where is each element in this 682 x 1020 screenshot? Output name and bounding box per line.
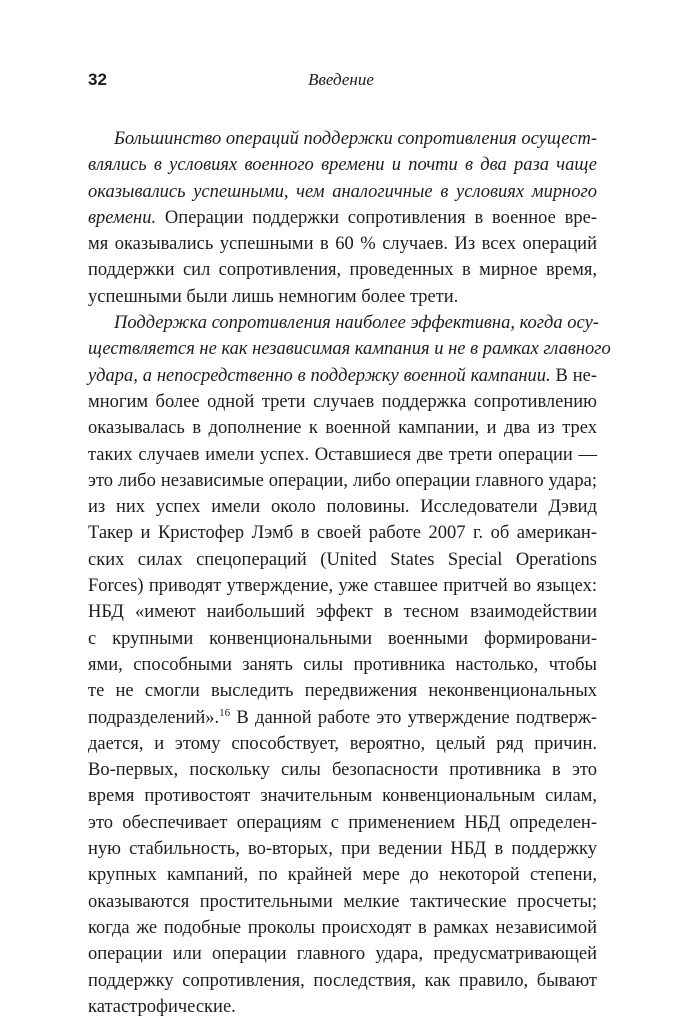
text-line bbox=[88, 810, 597, 836]
text-line bbox=[88, 520, 597, 546]
text-run: оказывалась в дополнение к военной кампании, и два из трех bbox=[88, 418, 597, 439]
text-run: операции или операции главного удара, предусматривающей bbox=[88, 944, 597, 965]
text-run: поддержки сил сопротивления, проведенных в мирное время, bbox=[88, 260, 597, 281]
text-line bbox=[88, 599, 597, 625]
emphasized-text: Поддержка сопротивления наиболее эффективна, когда осу- bbox=[114, 313, 599, 334]
text-line bbox=[88, 152, 597, 178]
text-line bbox=[88, 836, 597, 862]
text-run: успешными были лишь немногим более трети. bbox=[88, 286, 459, 307]
text-run: катастрофические. bbox=[88, 996, 236, 1017]
text-run: многим более одной трети случаев поддержка сопротивлению bbox=[88, 391, 597, 412]
text-line bbox=[88, 363, 597, 389]
body-text bbox=[88, 126, 611, 1020]
text-run: это обеспечивает операциям с применением НБД определен- bbox=[88, 812, 597, 833]
text-line bbox=[88, 705, 597, 731]
text-line bbox=[88, 915, 597, 941]
text-run: те не смогли выследить передвижения неконвенциональных bbox=[88, 681, 597, 702]
running-header: Введение bbox=[308, 70, 374, 89]
text-run: это либо независимые операции, либо операции главного удара; bbox=[88, 470, 597, 491]
text-line bbox=[88, 626, 597, 652]
text-run: подразделений». bbox=[88, 707, 220, 728]
text-line bbox=[88, 678, 597, 704]
emphasized-text: влялись в условиях военного времени и почти в два раза чаще bbox=[88, 155, 597, 176]
text-line bbox=[88, 547, 597, 573]
text-run: время противостоят значительным конвенциональным силам, bbox=[88, 786, 597, 807]
text-line bbox=[88, 783, 597, 809]
text-run: ями, способными занять силы противника настолько, чтобы bbox=[88, 654, 597, 675]
page-number: 32 bbox=[88, 70, 107, 89]
text-run: оказываются простительными мелкие тактические просчеты; bbox=[88, 891, 597, 912]
text-run: таких случаев имели успех. Оставшиеся две трети операции — bbox=[88, 444, 597, 465]
text-line bbox=[88, 994, 597, 1020]
paragraph bbox=[88, 126, 597, 310]
text-line bbox=[88, 442, 597, 468]
text-line bbox=[88, 968, 597, 994]
text-line bbox=[88, 284, 597, 310]
text-line bbox=[88, 205, 597, 231]
emphasized-text: оказывались успешными, чем аналогичные в условиях мирного bbox=[88, 181, 597, 202]
text-run: ских силах спецопераций (United States Special Operations bbox=[88, 549, 597, 570]
text-run: крупных кампаний, по крайней мере до некоторой степени, bbox=[88, 865, 597, 886]
text-run: Forces) приводят утверждение, уже ставшее притчей во языцех: bbox=[88, 576, 597, 597]
text-run: ную стабильность, во-вторых, при ведении НБД в поддержку bbox=[88, 839, 597, 860]
text-run: из них успех имели около половины. Исследователи Дэвид bbox=[88, 497, 597, 518]
text-line bbox=[88, 126, 597, 152]
text-run: В не- bbox=[550, 365, 597, 386]
text-line bbox=[88, 573, 597, 599]
text-run: Во-первых, поскольку силы безопасности противника в это bbox=[88, 760, 597, 781]
text-run: В данной работе это утверждение подтверж- bbox=[230, 707, 597, 728]
text-line bbox=[88, 257, 597, 283]
text-run: поддержку сопротивления, последствия, как правило, бывают bbox=[88, 970, 597, 991]
text-line bbox=[88, 862, 597, 888]
text-run: когда же подобные проколы происходят в рамках независимой bbox=[88, 917, 597, 938]
paragraph bbox=[88, 310, 611, 1020]
text-line bbox=[88, 494, 597, 520]
emphasized-text: времени. bbox=[88, 207, 157, 228]
text-line bbox=[88, 336, 611, 362]
emphasized-text: удара, а непосредственно в поддержку военной кампании. bbox=[88, 365, 551, 386]
text-line bbox=[88, 415, 597, 441]
text-line bbox=[88, 652, 597, 678]
text-line bbox=[88, 468, 597, 494]
text-run: Операции поддержки сопротивления в военное вре- bbox=[156, 207, 597, 228]
text-line bbox=[88, 731, 597, 757]
text-run: дается, и этому способствует, вероятно, целый ряд причин. bbox=[88, 733, 597, 754]
text-line bbox=[88, 231, 597, 257]
emphasized-text: ществляется не как независимая кампания и не в рамках главного bbox=[88, 339, 611, 360]
text-run: Такер и Кристофер Лэмб в своей работе 2007 г. об американ- bbox=[88, 523, 597, 544]
text-line bbox=[88, 310, 597, 336]
text-line bbox=[88, 889, 597, 915]
emphasized-text: Большинство операций поддержки сопротивления осущест- bbox=[114, 129, 597, 149]
text-run: с крупными конвенциональными военными формировани- bbox=[88, 628, 597, 649]
text-line bbox=[88, 389, 597, 415]
text-line bbox=[88, 179, 597, 205]
text-line bbox=[88, 941, 597, 967]
text-line bbox=[88, 757, 597, 783]
text-run: мя оказывались успешными в 60 % случаев. Из всех операций bbox=[88, 234, 597, 255]
footnote-reference: 16 bbox=[219, 706, 231, 719]
text-run: НБД «имеют наибольший эффект в тесном взаимодействии bbox=[88, 602, 597, 623]
